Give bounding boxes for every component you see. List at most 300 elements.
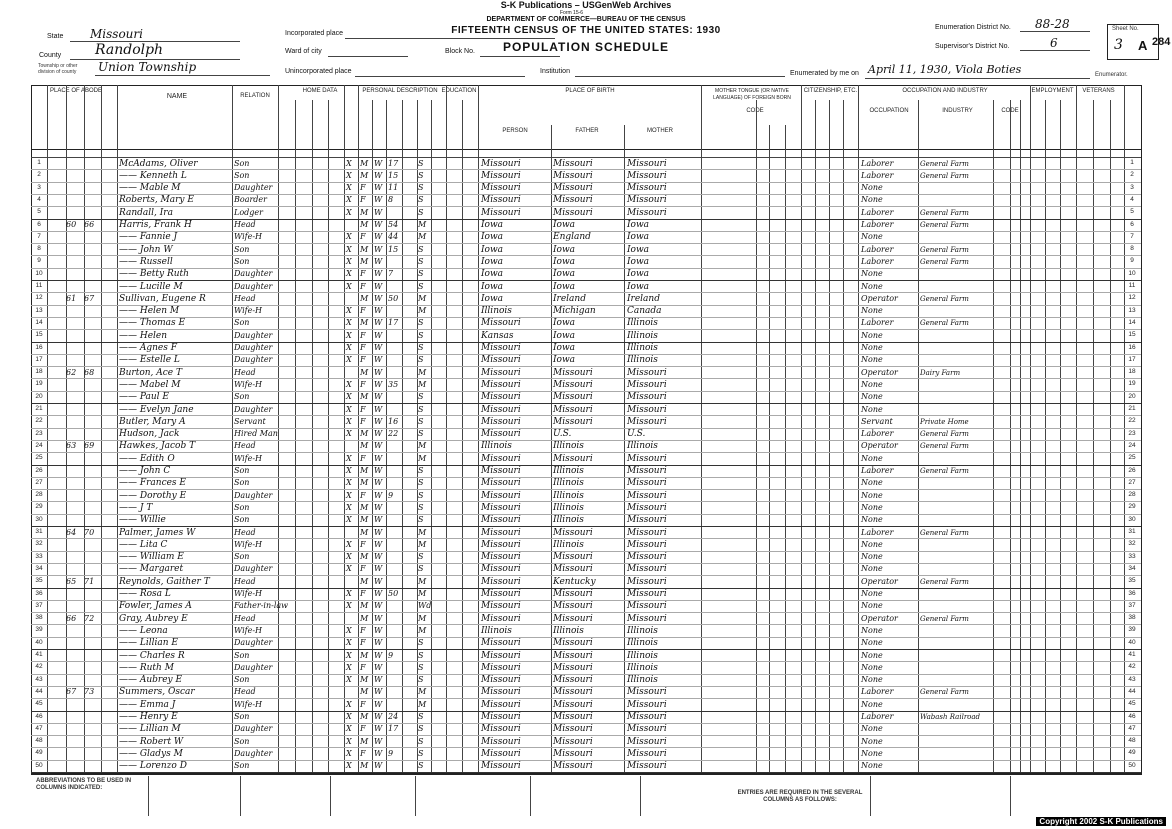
cell-sex: F <box>360 564 366 574</box>
cell-rel: Daughter <box>234 183 273 193</box>
cell-sex: F <box>360 195 366 205</box>
cell-name: —— Helen M <box>119 306 180 317</box>
cell-name: —— Lucille M <box>119 281 183 292</box>
cell-rel: Son <box>234 736 250 746</box>
cell-pp: Missouri <box>481 576 521 587</box>
cell-ms: M <box>418 306 427 316</box>
cell-name: Sullivan, Eugene R <box>119 293 206 304</box>
cell-race: W <box>374 244 383 254</box>
cell-rel: Daughter <box>234 490 273 500</box>
cell-sex: M <box>360 527 369 537</box>
cell-ms: S <box>418 256 424 266</box>
cell-ms: M <box>418 699 427 709</box>
cell-race: W <box>374 699 383 709</box>
cell-x: X <box>346 748 352 758</box>
cell-rel: Hired Man <box>234 429 278 439</box>
cell-x: X <box>346 515 352 525</box>
cell-fp: Missouri <box>553 195 593 206</box>
cell-ms: M <box>418 625 427 635</box>
cell-rel: Son <box>234 244 250 254</box>
cell-occ: Laborer <box>861 244 894 254</box>
cell-pp: Missouri <box>481 466 521 476</box>
cell-mp: Missouri <box>627 699 667 710</box>
cell-pp: Missouri <box>481 453 521 464</box>
cell-name: —— Edith O <box>119 453 175 464</box>
cell-mp: Missouri <box>627 207 667 218</box>
cell-ms: S <box>418 281 424 291</box>
cell-pp: Missouri <box>481 343 521 353</box>
cell-pp: Missouri <box>481 195 521 206</box>
cell-rel: Son <box>234 158 250 168</box>
birth-person-header: PERSON <box>502 128 528 134</box>
cell-pp: Iowa <box>481 256 504 267</box>
cell-ms: M <box>418 527 427 537</box>
cell-fp: Missouri <box>553 650 593 661</box>
cell-ms: S <box>418 330 424 340</box>
cell-sex: M <box>360 466 369 475</box>
cell-pp: Missouri <box>481 416 521 427</box>
cell-race: W <box>374 170 383 180</box>
cell-x: X <box>346 379 352 389</box>
cell-race: W <box>374 539 383 549</box>
form-number: Form 15-6 <box>560 10 584 16</box>
cell-age: 50 <box>388 293 399 303</box>
cell-ind: Private Home <box>920 417 969 426</box>
cell-ms: M <box>418 293 427 303</box>
row-number-left: 11 <box>35 282 43 289</box>
cell-ind: General Farm <box>920 430 969 439</box>
cell-ms: S <box>418 355 424 365</box>
cell-rel: Wife-H <box>234 379 263 389</box>
cell-name: Fowler, James A <box>119 601 192 612</box>
cell-x: X <box>346 244 352 254</box>
cell-fp: Iowa <box>553 318 576 329</box>
cell-name: —— J T <box>119 502 153 513</box>
cell-name: —— Lita C <box>119 539 168 550</box>
cell-mp: Canada <box>627 306 662 317</box>
section-education: EDUCATION <box>441 88 477 94</box>
cell-x: X <box>346 478 352 488</box>
cell-name: —— Mable M <box>119 183 181 194</box>
institution-label: Institution <box>540 68 570 75</box>
cell-x: X <box>346 564 352 574</box>
cell-name: Randall, Ira <box>119 207 173 218</box>
cell-ms: S <box>418 392 424 402</box>
cell-age: 16 <box>388 416 399 426</box>
cell-rel: Head <box>234 613 256 623</box>
cell-name: —— Henry E <box>119 712 178 722</box>
row-number-right: 26 <box>1128 466 1136 474</box>
cell-mp: Illinois <box>627 650 658 661</box>
cell-race: W <box>374 466 383 475</box>
cell-occ: None <box>861 490 883 500</box>
cell-race: W <box>374 601 383 611</box>
cell-fp: Missouri <box>553 158 593 169</box>
cell-x: X <box>346 699 352 709</box>
row-number-left: 33 <box>35 552 43 560</box>
cell-rel: Daughter <box>234 269 273 279</box>
cell-dw: 63 <box>66 441 77 451</box>
row-number-right: 18 <box>1128 368 1136 376</box>
cell-race: W <box>374 343 383 352</box>
cell-race: W <box>374 638 383 648</box>
entries-note: ENTRIES ARE REQUIRED IN THE SEVERAL COLUMNS AS FOLLOWS: <box>737 790 863 803</box>
cell-race: W <box>374 207 383 217</box>
cell-ms: S <box>418 466 424 475</box>
cell-occ: None <box>861 453 883 463</box>
cell-sex: M <box>360 712 369 721</box>
row-number-left: 36 <box>35 589 43 597</box>
cell-race: W <box>374 355 383 365</box>
cell-fp: Missouri <box>553 589 593 599</box>
cell-age: 17 <box>388 158 399 168</box>
cell-sex: F <box>360 638 366 648</box>
row-number-right: 42 <box>1128 663 1136 671</box>
cell-dw: 66 <box>66 613 77 623</box>
cell-ms: S <box>418 748 424 758</box>
cell-age: 9 <box>388 490 394 500</box>
cell-fp: Missouri <box>553 712 593 722</box>
row-number-left: 4 <box>37 195 41 203</box>
row-number-right: 4 <box>1130 195 1134 203</box>
cell-dw: 64 <box>66 527 77 537</box>
cell-name: —— Fannie J <box>119 232 178 243</box>
cell-pp: Iowa <box>481 232 504 243</box>
cell-mp: Missouri <box>627 392 667 403</box>
cell-pp: Iowa <box>481 293 504 304</box>
cell-fp: Missouri <box>553 207 593 218</box>
cell-sex: F <box>360 404 366 414</box>
row-number-left: 43 <box>35 675 43 683</box>
row-number-right: 37 <box>1128 601 1136 609</box>
cell-pp: Missouri <box>481 613 521 624</box>
township-label: Township or other division of county <box>38 63 78 75</box>
cell-x: X <box>346 256 352 266</box>
cell-fp: Missouri <box>553 564 593 575</box>
cell-ind: General Farm <box>920 577 969 586</box>
cell-race: W <box>374 662 383 672</box>
cell-ind: General Farm <box>920 294 969 303</box>
cell-x: X <box>346 552 352 562</box>
row-number-left: 14 <box>35 318 43 326</box>
cell-fp: Illinois <box>553 478 584 489</box>
row-number-right: 47 <box>1128 724 1136 732</box>
cell-pp: Missouri <box>481 429 521 440</box>
cell-ms: S <box>418 736 424 746</box>
row-number-left: 42 <box>35 663 43 671</box>
cell-occ: None <box>861 183 883 193</box>
cell-ind: Wabash Railroad <box>920 713 981 721</box>
row-number-right: 33 <box>1128 552 1136 560</box>
cell-pp: Missouri <box>481 515 521 526</box>
cell-race: W <box>374 269 383 279</box>
cell-ms: S <box>418 343 424 352</box>
code-header: CODE <box>1001 108 1019 114</box>
cell-occ: None <box>861 330 883 340</box>
cell-mp: Illinois <box>627 330 658 341</box>
cell-mp: Illinois <box>627 343 658 353</box>
cell-name: —— Margaret <box>119 564 184 575</box>
cell-fp: Iowa <box>553 330 576 341</box>
row-number-left: 48 <box>35 737 43 745</box>
section-name: NAME <box>166 93 188 100</box>
cell-ms: S <box>418 195 424 205</box>
row-number-left: 32 <box>35 540 43 548</box>
cell-occ: None <box>861 625 883 635</box>
row-number-right: 9 <box>1130 257 1134 265</box>
cell-mp: Illinois <box>627 638 658 649</box>
cell-rel: Son <box>234 256 250 266</box>
cell-pp: Missouri <box>481 601 521 612</box>
row-number-right: 41 <box>1128 651 1136 658</box>
cell-name: —— Rosa L <box>119 589 171 599</box>
cell-occ: None <box>861 392 883 402</box>
abbreviations-title: ABBREVIATIONS TO BE USED IN COLUMNS INDICATED: <box>36 778 132 791</box>
cell-pp: Missouri <box>481 724 521 735</box>
cell-name: —— Lillian E <box>119 638 178 649</box>
cell-age: 50 <box>388 589 399 598</box>
row-number-right: 29 <box>1128 503 1136 511</box>
cell-x: X <box>346 675 352 685</box>
cell-pp: Missouri <box>481 527 521 538</box>
cell-mp: Missouri <box>627 170 667 181</box>
cell-pp: Iowa <box>481 281 504 292</box>
row-number-left: 31 <box>35 528 43 535</box>
cell-mp: Iowa <box>627 281 650 292</box>
cell-rel: Head <box>234 220 256 229</box>
cell-sex: F <box>360 306 366 316</box>
cell-pp: Missouri <box>481 355 521 366</box>
cell-occ: None <box>861 662 883 672</box>
cell-sex: M <box>360 429 369 439</box>
row-number-right: 16 <box>1128 343 1136 351</box>
cell-fp: Iowa <box>553 269 576 280</box>
cell-sex: M <box>360 441 369 451</box>
cell-pp: Missouri <box>481 589 521 599</box>
cell-fp: Missouri <box>553 527 593 538</box>
cell-sex: M <box>360 207 369 217</box>
cell-pp: Missouri <box>481 539 521 550</box>
cell-mp: Missouri <box>627 195 667 206</box>
county-value: Randolph <box>95 42 164 58</box>
cell-occ: Laborer <box>861 220 894 229</box>
cell-mp: Iowa <box>627 244 650 255</box>
cell-mp: Missouri <box>627 552 667 563</box>
cell-fp: Missouri <box>553 379 593 390</box>
cell-name: —— Mabel M <box>119 379 181 390</box>
cell-occ: Operator <box>861 576 898 586</box>
cell-name: —— Russell <box>119 256 173 267</box>
cell-pp: Illinois <box>481 306 512 317</box>
enumeration-district-label: Enumeration District No. <box>935 24 1011 31</box>
cell-occ: Operator <box>861 293 898 303</box>
row-number-left: 27 <box>35 478 43 486</box>
cell-name: —— Thomas E <box>119 318 186 329</box>
cell-ms: M <box>418 453 427 463</box>
cell-pp: Iowa <box>481 220 504 230</box>
cell-race: W <box>374 392 383 402</box>
cell-mp: Missouri <box>627 724 667 735</box>
cell-race: W <box>374 306 383 316</box>
cell-sex: M <box>360 675 369 685</box>
cell-x: X <box>346 281 352 291</box>
cell-ms: S <box>418 761 424 771</box>
row-number-left: 8 <box>37 245 41 253</box>
cell-ms: Wd <box>418 601 432 611</box>
cell-rel: Daughter <box>234 638 273 648</box>
cell-occ: Operator <box>861 613 898 623</box>
row-number-right: 40 <box>1128 638 1136 646</box>
cell-race: W <box>374 625 383 635</box>
row-number-right: 39 <box>1128 626 1136 634</box>
birth-mother-header: MOTHER <box>647 128 673 134</box>
row-number-left: 37 <box>35 601 43 609</box>
cell-pp: Missouri <box>481 367 521 378</box>
cell-x: X <box>346 724 352 734</box>
cell-ms: S <box>418 416 424 426</box>
cell-sex: M <box>360 650 369 660</box>
cell-race: W <box>374 490 383 500</box>
section-relation: RELATION <box>240 93 270 99</box>
cell-name: Burton, Ace T <box>119 367 182 378</box>
cell-fp: Missouri <box>553 675 593 686</box>
row-number-right: 14 <box>1128 318 1136 326</box>
cell-sex: F <box>360 453 366 463</box>
row-number-right: 28 <box>1128 491 1136 499</box>
cell-rel: Father-in-law <box>234 601 288 611</box>
cell-fp: Illinois <box>553 490 584 501</box>
cell-pp: Missouri <box>481 318 521 329</box>
row-number-right: 17 <box>1128 355 1136 363</box>
cell-race: W <box>374 453 383 463</box>
cell-ind: General Farm <box>920 442 969 451</box>
cell-race: W <box>374 613 383 623</box>
cell-name: Palmer, James W <box>119 527 196 538</box>
cell-rel: Daughter <box>234 330 273 340</box>
cell-name: —— Leona <box>119 625 168 636</box>
state-value: Missouri <box>90 27 143 41</box>
cell-sex: M <box>360 170 369 180</box>
cell-x: X <box>346 183 352 193</box>
cell-occ: None <box>861 343 883 352</box>
cell-sex: F <box>360 416 366 426</box>
cell-ms: S <box>418 170 424 180</box>
cell-sex: F <box>360 281 366 291</box>
cell-race: W <box>374 158 383 168</box>
cell-sex: M <box>360 244 369 254</box>
row-number-right: 7 <box>1130 232 1134 240</box>
cell-x: X <box>346 318 352 328</box>
cell-rel: Daughter <box>234 343 273 352</box>
cell-age: 11 <box>388 183 399 193</box>
cell-race: W <box>374 441 383 451</box>
cell-sex: M <box>360 220 369 229</box>
cell-pp: Missouri <box>481 638 521 649</box>
row-number-left: 41 <box>35 651 43 658</box>
cell-age: 8 <box>388 195 394 205</box>
cell-ms: S <box>418 515 424 525</box>
row-number-left: 25 <box>35 454 43 462</box>
cell-race: W <box>374 552 383 562</box>
cell-race: W <box>374 195 383 205</box>
cell-ind: General Farm <box>920 528 969 537</box>
cell-rel: Wife-H <box>234 699 263 709</box>
cell-mp: Missouri <box>627 613 667 624</box>
cell-ms: S <box>418 638 424 648</box>
row-number-left: 16 <box>35 343 43 351</box>
cell-mp: Missouri <box>627 367 667 378</box>
cell-mp: Missouri <box>627 527 667 538</box>
cell-x: X <box>346 589 352 598</box>
cell-x: X <box>346 662 352 672</box>
cell-fam: 73 <box>84 687 95 697</box>
cell-ms: M <box>418 379 427 389</box>
cell-sex: M <box>360 613 369 623</box>
cell-age: 17 <box>388 724 399 734</box>
cell-fam: 68 <box>84 367 95 377</box>
cell-fp: Iowa <box>553 355 576 366</box>
cell-x: X <box>346 761 352 771</box>
cell-rel: Wife-H <box>234 453 263 463</box>
cell-rel: Head <box>234 527 256 537</box>
cell-x: X <box>346 232 352 242</box>
cell-race: W <box>374 183 383 193</box>
cell-occ: None <box>861 539 883 549</box>
cell-x: X <box>346 158 352 168</box>
cell-x: X <box>346 539 352 549</box>
cell-fp: Illinois <box>553 515 584 526</box>
cell-ind: General Farm <box>920 221 969 229</box>
unincorporated-label: Unincorporated place <box>285 68 352 75</box>
cell-name: Gray, Aubrey E <box>119 613 188 624</box>
cell-fp: Iowa <box>553 256 576 267</box>
row-number-left: 39 <box>35 626 43 634</box>
row-number-left: 10 <box>35 269 43 277</box>
cell-ms: S <box>418 490 424 500</box>
row-number-right: 46 <box>1128 712 1136 720</box>
cell-sex: F <box>360 232 366 242</box>
row-number-right: 15 <box>1128 331 1136 339</box>
cell-ms: M <box>418 232 427 242</box>
cell-x: X <box>346 490 352 500</box>
row-number-left: 30 <box>35 515 43 523</box>
cell-rel: Daughter <box>234 564 273 574</box>
cell-fp: Missouri <box>553 687 593 698</box>
cell-mp: Missouri <box>627 416 667 427</box>
row-number-left: 38 <box>35 614 43 622</box>
cell-race: W <box>374 404 383 414</box>
row-number-left: 21 <box>35 405 43 412</box>
cell-mp: Missouri <box>627 158 667 169</box>
cell-occ: Laborer <box>861 158 894 168</box>
cell-rel: Head <box>234 441 256 451</box>
row-number-right: 25 <box>1128 454 1136 462</box>
cell-mp: Illinois <box>627 625 658 636</box>
cell-fp: Illinois <box>553 539 584 550</box>
cell-mp: Missouri <box>627 564 667 575</box>
cell-ms: S <box>418 564 424 574</box>
cell-pp: Missouri <box>481 761 521 772</box>
cell-sex: M <box>360 478 369 488</box>
cell-pp: Missouri <box>481 662 521 673</box>
row-number-right: 12 <box>1128 294 1136 302</box>
cell-ind: General Farm <box>920 171 969 180</box>
cell-race: W <box>374 761 383 771</box>
cell-sex: M <box>360 158 369 168</box>
cell-ms: M <box>418 220 427 229</box>
cell-name: Hawkes, Jacob T <box>119 441 196 452</box>
row-number-right: 13 <box>1128 306 1136 314</box>
